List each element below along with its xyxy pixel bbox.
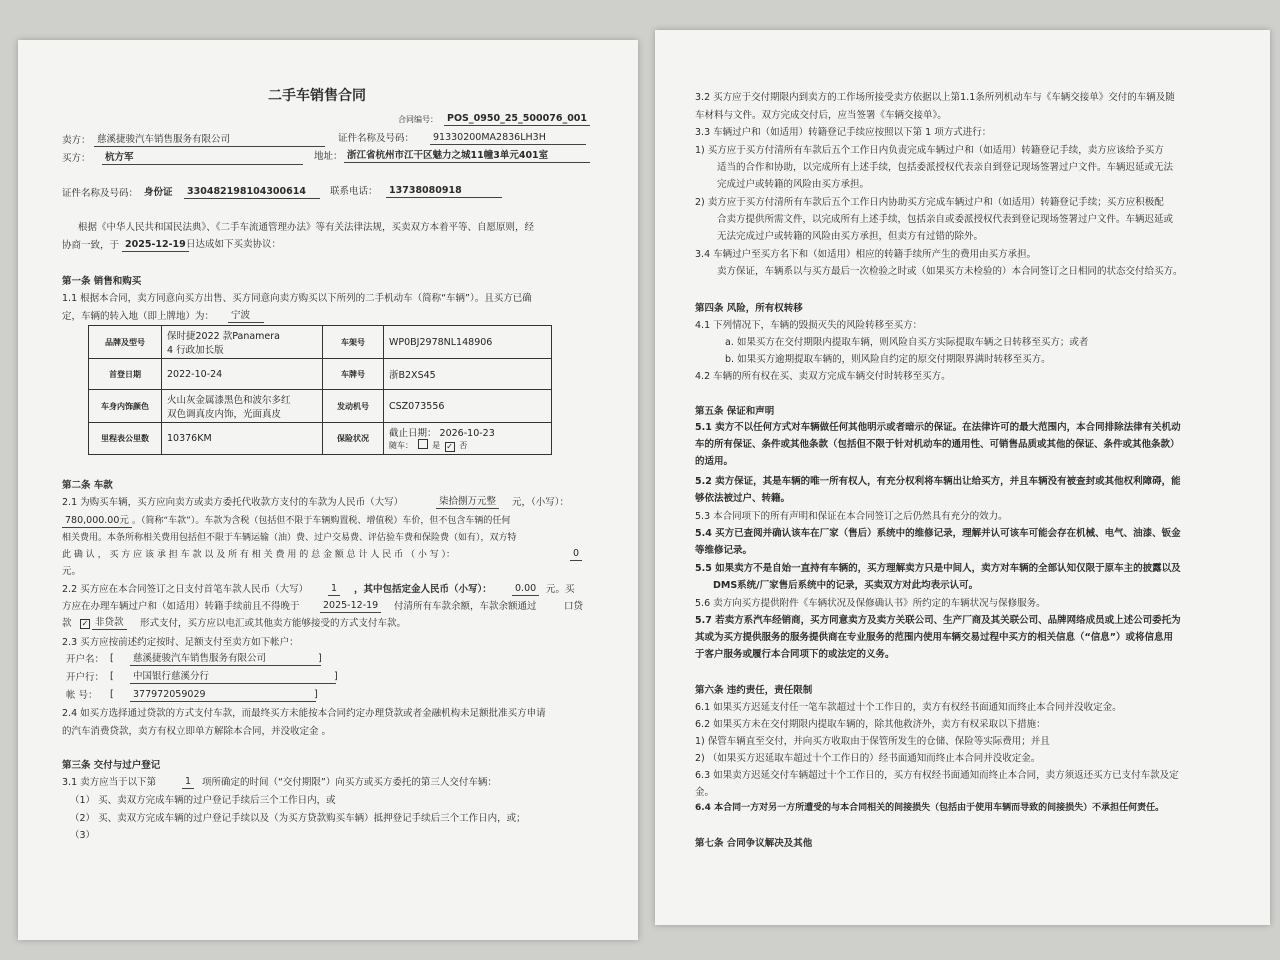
article-6-title: 第六条 违约责任，责任限制 — [695, 685, 813, 696]
intro-line-2a: 协商一致，于 — [62, 240, 120, 251]
clause-4-1a: a. 如果买方在交付期限内提取车辆，则风险自买方实际提取车辆之日转移至买方；或者 — [725, 337, 1089, 348]
clause-6-2-2: 2) （如果买方迟延取车超过十个工作日的）经书面通知而终止本合同并没收定金。 — [695, 753, 1041, 764]
insurance-expire-value: 2026-10-23 — [439, 428, 495, 439]
article-5-title: 第五条 保证和声明 — [695, 406, 775, 417]
insurance-label: 保险状况 — [323, 423, 384, 455]
brand-cell — [162, 326, 323, 359]
brand-label: 品牌及型号 — [89, 326, 162, 359]
insurance-no-checkbox[interactable]: ✓ — [446, 442, 453, 451]
clause-3-3-1a: 1) 买方应于买方付清所有车款后五个工作日内负责完成车辆过户和（如适用）转籍登记手续，卖方应该给予买方 — [695, 145, 1164, 156]
article-2-2g: 款 — [62, 618, 72, 629]
buyer-phone: 13738080918 — [386, 185, 502, 198]
vin-label: 车架号 — [323, 326, 384, 359]
account-name-open-bracket: [ — [110, 653, 114, 664]
clause-3-3-2c: 无法完成过户或转籍的风险由买方承担，但卖方有过错的除外。 — [717, 231, 984, 242]
account-no: 377972059029 — [130, 689, 316, 702]
article-3-1-3: （3） — [70, 830, 96, 841]
article-3-title: 第三条 交付与过户登记 — [62, 760, 161, 771]
clause-5-2a: 5.2 卖方保证，其是车辆的唯一所有权人，有充分权利将车辆出让给买方，并且车辆没有被查封或其他权利障碍，能 — [695, 476, 1181, 487]
article-2-title: 第二条 车款 — [62, 480, 113, 491]
clause-5-7b: 其或为买方提供服务的服务提供商在专业服务的范围内使用车辆交易过程中买方的相关信息（“信息”）或将信息用 — [695, 632, 1173, 643]
contract-no-label: 合同编号： — [398, 115, 438, 124]
engine-value: CSZ073556 — [384, 390, 552, 423]
seller-label: 卖方： — [62, 135, 91, 146]
article-3-1a: 3.1 卖方应当于以下第 — [62, 777, 157, 788]
article-2-4b: 的汽车消费贷款，卖方有权立即单方解除本合同，并没收定金 。 — [62, 726, 332, 737]
clause-5-6: 5.6 卖方向买方提供附件《车辆状况及保修确认书》所约定的车辆状况与保修服务。 — [695, 598, 1046, 609]
article-3-1-1: （1） 买、卖双方完成车辆的过户登记手续后三个工作日内，或 — [70, 795, 336, 806]
color-value-2: 双色调真皮内饰，光面真皮 — [167, 409, 282, 420]
article-2-2i: 形式支付，买方应以电汇或其他卖方能够接受的方式支付车款。 — [140, 618, 407, 629]
phone-label: 联系电话： — [330, 186, 378, 197]
clause-5-1a: 5.1 卖方不以任何方式对车辆做任何其他明示或者暗示的保证。在法律许可的最大范围内，本合同排除法律有关机动 — [695, 422, 1181, 433]
clause-3-3-2a: 2) 卖方应于买方付清所有车款后五个工作日内协助买方完成车辆过户和（如适用）转籍登记手续；买方应积极配 — [695, 197, 1164, 208]
account-no-label: 帐 号： — [66, 690, 98, 701]
deposit-amount: 0.00 — [512, 583, 539, 596]
clause-3-2a: 3.2 买方应于交付期限内到卖方的工作场所接受卖方依据以上第1.1条所列机动车与《车辆交接单》交付的车辆及随 — [695, 92, 1175, 103]
article-2-2a: 2.2 买方应在本合同签订之日支付首笔车款人民币（大写） — [62, 584, 309, 595]
brand-value-2: 4 行政加长版 — [167, 345, 224, 356]
article-3-1-2: （2） 买、卖双方完成车辆的过户登记手续以及（为买方贷款购买车辆）抵押登记手续后三个工作日内，或； — [70, 813, 526, 824]
contract-page-left — [18, 40, 638, 940]
color-value: 火山灰金属漆黑色和波尔多红 — [167, 395, 291, 406]
article-1-title: 第一条 销售和购买 — [62, 276, 142, 287]
article-2-3: 2.3 买方应按前述约定按时、足额支付至卖方如下帐户： — [62, 637, 299, 648]
price-in-figures: 780,000.00元 — [62, 515, 132, 528]
clause-3-4b: 卖方保证，车辆系以与买方最后一次检验之时或（如果买方未检验的）本合同签订之日相同的状态交付给买方。 — [717, 266, 1183, 277]
account-no-close-bracket: ] — [314, 689, 318, 700]
plate-label: 车牌号 — [323, 359, 384, 390]
seller-cert-label: 证件名称及号码： — [338, 133, 415, 144]
article-1-1b: 定，车辆的转入地（即上牌地）为： — [62, 311, 215, 322]
article-2-2c: 元。买 — [546, 584, 575, 595]
article-2-1b: 元，（小写）： — [512, 497, 570, 508]
clause-5-5b: DMS系统/厂家售后系统中的记录，买卖双方对此均表示认可。 — [713, 580, 979, 591]
buyer-label: 买方： — [62, 153, 91, 164]
article-2-4a: 2.4 如买方选择通过贷款的方式支付车款，而最终买方未能按本合同约定办理贷款或者金融机构未足额批准买方申请 — [62, 708, 546, 719]
intro-line-2b: 日达成如下买卖协议： — [186, 239, 282, 250]
clause-5-7c: 于客户服务或履行本合同项下的或法定的义务。 — [695, 649, 895, 660]
color-label: 车身内饰颜色 — [89, 390, 162, 423]
clause-6-3a: 6.3 如果卖方迟延交付车辆超过十个工作日的，买方有权经书面通知而终止本合同，卖方须返还买方已支付车款及定 — [695, 770, 1179, 781]
contract-no: POS_0950_25_500076_001 — [444, 113, 590, 126]
clause-4-1: 4.1 下列情况下，车辆的毁损灭失的风险转移至买方： — [695, 320, 923, 331]
account-bank: 中国银行慈溪分行 — [130, 671, 336, 684]
article-7-title: 第七条 合同争议解决及其他 — [695, 838, 813, 849]
intro-line-1: 根据《中华人民共和国民法典》、《二手车流通管理办法》等有关法律法规，买卖双方本着平等、自愿原则，经 — [78, 222, 535, 233]
contract-date: 2025-12-19 — [122, 239, 189, 252]
reg-date-label: 首登日期 — [89, 359, 162, 390]
clause-3-3-1b: 适当的合作和协助，以完成所有上述手续，包括委派授权代表亲自到登记现场签署过户文件。车辆迟延或无法 — [717, 162, 1174, 173]
clause-6-2-1: 1) 保管车辆直至交付，并向买方收取由于保管所发生的仓储、保险等实际费用；并且 — [695, 736, 1050, 747]
clause-3-2b: 车材料与文件。双方完成交付后，应当签署《车辆交接单》。 — [695, 110, 947, 121]
article-2-2e: 付清所有车款余额，车款余额通过 — [394, 601, 537, 612]
account-name-close-bracket: ] — [318, 653, 322, 664]
insurance-yes-checkbox[interactable] — [418, 439, 428, 449]
buyer-addr-label: 地址： — [314, 151, 343, 162]
registration-city: 宁波 — [228, 310, 264, 323]
clause-3-3-1c: 完成过户或转籍的风险由买方承担。 — [717, 179, 870, 190]
buyer-cert-type: 身份证 — [144, 187, 173, 198]
delivery-item: 1 — [182, 776, 194, 789]
clause-3-3-2b: 合卖方提供所需文件，以完成所有上述手续，包括亲自或委派授权代表到登记现场签署过户文件。车辆迟延或 — [717, 214, 1174, 225]
article-2-1d: 相关费用。本条所称相关费用包括但不限于车辆运输（油）费、过户交易费、评估验车费和保险费（如有），双方特 — [62, 533, 517, 543]
total-amount: 0 — [570, 548, 582, 561]
clause-3-4a: 3.4 车辆过户至买方名下和（如适用）相应的转籍手续所产生的费用由买方承担。 — [695, 249, 1037, 260]
mileage-value: 10376KM — [162, 423, 323, 455]
article-3-1b: 项所确定的时间（“交付期限”）向买方或买方委托的第三人交付车辆： — [202, 777, 497, 788]
article-2-1e: 此 确 认 ， 买 方 应 该 承 担 车 款 以 及 所 有 相 关 费 用 的 总 金 额 总 计 人 民 币 （ 小 写 ）： — [62, 550, 456, 560]
clause-5-3: 5.3 本合同项下的所有声明和保证在本合同签订之后仍然具有充分的效力。 — [695, 511, 1008, 522]
reg-date-value: 2022-10-24 — [162, 359, 323, 390]
buyer-address: 浙江省杭州市江干区魅力之城11幢3单元401室 — [344, 150, 590, 163]
insurance-expire-label: 截止日期： — [389, 428, 437, 439]
account-no-open-bracket: [ — [110, 689, 114, 700]
clause-6-1: 6.1 如果买方迟延支付任一笔车款超过十个工作日的，卖方有权经书面通知而终止本合同并没收定金。 — [695, 702, 1122, 713]
account-bank-label: 开户行： — [66, 672, 105, 683]
clause-5-1b: 车的所有保证、条件或其他条款（包括但不限于针对机动车的通用性、可销售品质或其他的保证、条件或其他条款） — [695, 439, 1180, 450]
article-2-1f: 元。 — [62, 566, 82, 577]
article-2-2h: 非贷款 — [92, 617, 127, 630]
buyer-cert-no: 330482198104300614 — [184, 186, 320, 199]
non-loan-checkbox[interactable]: ✓ — [81, 619, 89, 628]
account-bank-open-bracket: [ — [110, 671, 114, 682]
seller-name: 慈溪捷骏汽车销售服务有限公司 — [94, 134, 325, 147]
article-1-1a: 1.1 根据本合同，卖方同意向买方出售、买方同意向卖方购买以下所列的二手机动车（简称“车辆”）。且买方已确 — [62, 293, 532, 304]
article-4-title: 第四条 风险，所有权转移 — [695, 303, 803, 314]
buyer-name: 杭方军 — [102, 152, 303, 165]
account-bank-close-bracket: ] — [334, 671, 338, 682]
clause-6-4: 6.4 本合同一方对另一方所遭受的与本合同相关的间接损失（包括由于使用车辆而导致的间接损失）不承担任何责任。 — [695, 803, 1165, 813]
insurance-yes-label: 是 — [432, 441, 441, 450]
mileage-label: 里程表公里数 — [89, 423, 162, 455]
vehicle-info-table — [88, 325, 552, 455]
article-2-2d: 方应在办理车辆过户和（如适用）转籍手续前且不得晚于 — [62, 601, 300, 612]
balance-due-date: 2025-12-19 — [320, 600, 381, 613]
seller-cert: 91330200MA2836LH3H — [430, 132, 586, 145]
vin-value: WP0BJ2978NL148906 — [384, 326, 552, 359]
buyer-cert-label: 证件名称及号码： — [62, 188, 139, 199]
clause-4-1b: b. 如果买方逾期提取车辆的，则风险自约定的原交付期限界满时转移至买方。 — [725, 354, 1051, 365]
clause-5-4a: 5.4 买方已查阅并确认该车在厂家（售后）系统中的维修记录，理解并认可该车可能会存在机械、电气、油漆、钣金 — [695, 528, 1181, 539]
article-2-1a: 2.1 为购买车辆，买方应向卖方或卖方委托代收款方支付的车款为人民币（大写） — [62, 497, 404, 508]
clause-6-2: 6.2 如果买方未在交付期限内提取车辆的，除其他救济外，卖方有权采取以下措施： — [695, 719, 1046, 730]
article-2-2b: ，其中包括定金人民币（小写）： — [354, 584, 492, 595]
price-in-words: 柒拾捌万元整 — [436, 496, 499, 509]
insurance-follow-label: 随车： — [389, 441, 413, 450]
plate-value: 浙B2XS45 — [384, 359, 552, 390]
insurance-no-label: 否 — [459, 441, 468, 450]
clause-5-2b: 够依法被过户、转籍。 — [695, 493, 791, 504]
engine-label: 发动机号 — [323, 390, 384, 423]
article-2-1c: 。（简称“车款”）。车款为含税（包括但不限于车辆购置税、增值税）车价，但不包含车辆的任何 — [132, 516, 511, 526]
first-payment: 1 — [328, 583, 340, 596]
clause-5-1c: 的适用。 — [695, 456, 734, 467]
clause-5-5a: 5.5 如果卖方不是自始一直持有车辆的，买方理解卖方只是中间人，卖方对车辆的全部认知仅限于原车主的披露以及 — [695, 563, 1181, 574]
brand-value: 保时捷2022 款Panamera — [167, 331, 280, 342]
clause-5-4b: 等维修记录。 — [695, 545, 753, 556]
clause-3-3: 3.3 车辆过户和（如适用）转籍登记手续应按照以下第 1 项方式进行： — [695, 127, 992, 138]
color-cell — [162, 390, 323, 423]
article-2-2f: 口贷 — [564, 601, 584, 612]
contract-page-right — [655, 30, 1270, 925]
contract-title: 二手车销售合同 — [268, 88, 366, 104]
clause-5-7a: 5.7 若卖方系汽车经销商，买方同意卖方及卖方关联公司、生产厂商及其关联公司、品牌网络成员或上述公司委托为 — [695, 615, 1181, 626]
account-name-label: 开户名： — [66, 654, 105, 665]
insurance-cell — [384, 423, 552, 455]
clause-6-3b: 金。 — [695, 787, 715, 798]
clause-4-2: 4.2 车辆的所有权在买、卖双方完成车辆交付时转移至买方。 — [695, 371, 951, 382]
account-name: 慈溪捷骏汽车销售服务有限公司 — [130, 653, 321, 666]
